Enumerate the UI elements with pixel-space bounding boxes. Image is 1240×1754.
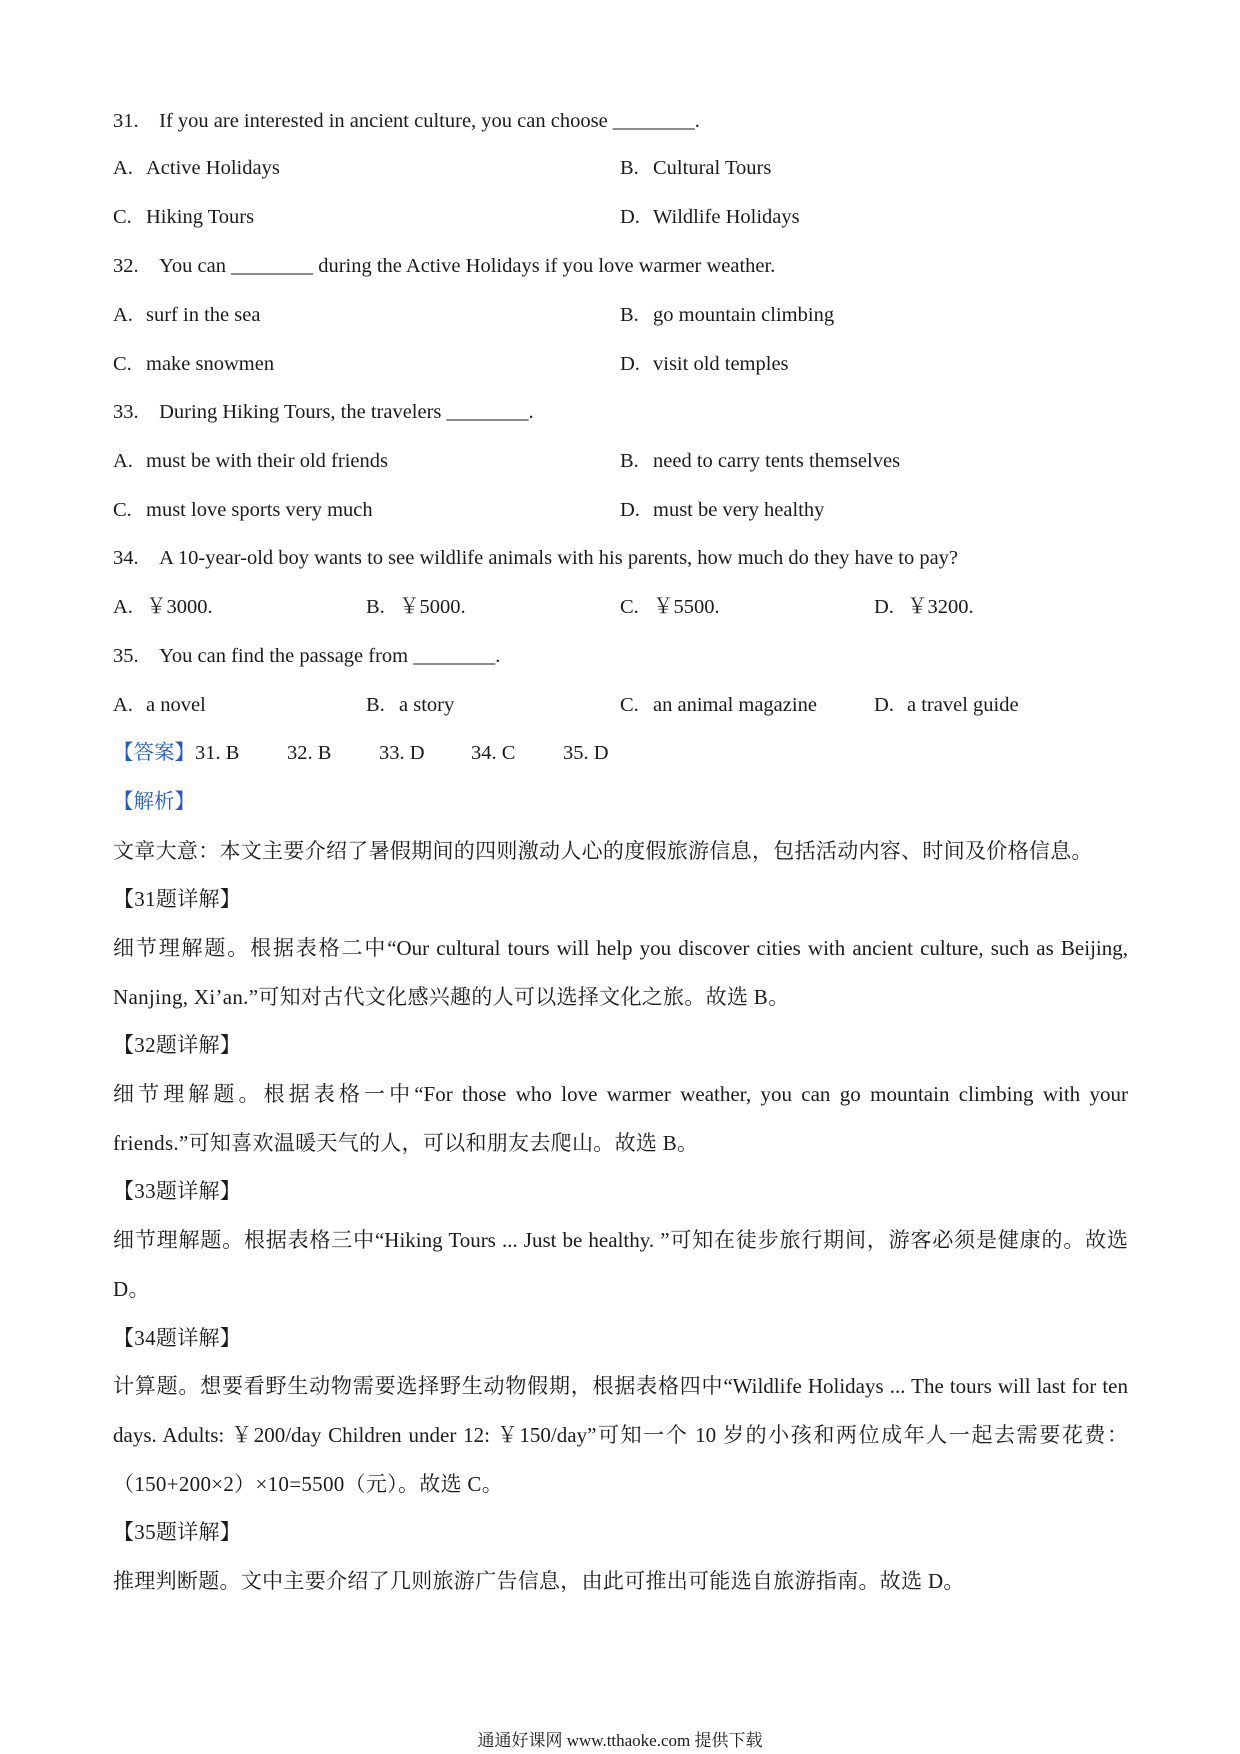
answer-item: 33. D	[379, 742, 425, 764]
q31-option-b: B. Cultural Tours	[620, 157, 772, 179]
q32-option-a: A. surf in the sea	[113, 304, 261, 326]
q35-option-b: B. a story	[366, 694, 455, 716]
answer-item: 35. D	[563, 742, 609, 764]
q31-option-a: A. Active Holidays	[113, 157, 280, 179]
q31-option-c: C. Hiking Tours	[113, 206, 255, 228]
question-32-stem: 32. You can ________ during the Active Holidays if you love warmer weather.	[113, 255, 776, 277]
detail-32-title: 【32题详解】	[113, 1033, 242, 1057]
q35-option-c: C. an animal magazine	[620, 694, 817, 716]
q34-option-a: A. ￥3000.	[113, 596, 213, 618]
answer-item: 34. C	[471, 742, 516, 764]
detail-34-line-3: （150+200×2）×10=5500（元）。故选 C。	[113, 1472, 504, 1496]
q31-option-d: D. Wildlife Holidays	[620, 206, 800, 228]
question-31-stem: 31. If you are interested in ancient culture, you can choose ________.	[113, 110, 700, 132]
q33-option-d: D. must be very healthy	[620, 499, 825, 521]
question-35-stem: 35. You can find the passage from ________.	[113, 645, 501, 667]
answer-tag: 【答案】	[113, 742, 195, 764]
detail-35-line-1: 推理判断题。文中主要介绍了几则旅游广告信息，由此可推出可能选自旅游指南。故选 D。	[113, 1569, 965, 1593]
detail-33-line-1: 细节理解题。根据表格三中“Hiking Tours ... Just be healthy. ”可知在徒步旅行期间，游客必须是健康的。故选	[113, 1228, 1128, 1252]
analysis-tag: 【解析】	[113, 791, 195, 813]
answer-item: 31. B	[195, 742, 240, 764]
detail-32-line-1: 细节理解题。根据表格一中“For those who love warmer weather, you can go mountain climbing with your	[113, 1082, 1128, 1106]
detail-33-title: 【33题详解】	[113, 1179, 242, 1203]
detail-33-line-2: D。	[113, 1277, 150, 1301]
detail-31-line-2: Nanjing, Xi’an.”可知对古代文化感兴趣的人可以选择文化之旅。故选 B。	[113, 985, 790, 1009]
q34-option-d: D. ￥3200.	[874, 596, 974, 618]
q33-option-b: B. need to carry tents themselves	[620, 450, 901, 472]
answer-line	[113, 740, 609, 766]
q34-option-c: C. ￥5500.	[620, 596, 720, 618]
q33-option-c: C. must love sports very much	[113, 499, 373, 521]
detail-31-line-1: 细节理解题。根据表格二中“Our cultural tours will help you discover cities with ancient culture, such as Beijing,	[113, 936, 1128, 960]
detail-34-title: 【34题详解】	[113, 1326, 242, 1350]
q32-option-d: D. visit old temples	[620, 353, 789, 375]
detail-35-title: 【35题详解】	[113, 1520, 242, 1544]
answer-item: 32. B	[287, 742, 332, 764]
q32-option-c: C. make snowmen	[113, 353, 275, 375]
q34-option-b: B. ￥5000.	[366, 596, 466, 618]
detail-31-title: 【31题详解】	[113, 887, 242, 911]
q35-option-d: D. a travel guide	[874, 694, 1019, 716]
question-33-stem: 33. During Hiking Tours, the travelers ________.	[113, 401, 534, 423]
q35-option-a: A. a novel	[113, 694, 206, 716]
page-footer: 通通好课网 www.tthaoke.com 提供下载	[477, 1731, 763, 1750]
summary-text: 文章大意：本文主要介绍了暑假期间的四则激动人心的度假旅游信息，包括活动内容、时间及价格信息。	[113, 839, 1093, 863]
question-34-stem: 34. A 10-year-old boy wants to see wildlife animals with his parents, how much do they have to pay?	[113, 547, 959, 569]
q32-option-b: B. go mountain climbing	[620, 304, 835, 326]
q33-option-a: A. must be with their old friends	[113, 450, 388, 472]
detail-32-line-2: friends.”可知喜欢温暖天气的人，可以和朋友去爬山。故选 B。	[113, 1131, 699, 1155]
detail-34-line-1: 计算题。想要看野生动物需要选择野生动物假期，根据表格四中“Wildlife Holidays ... The tours will last for ten	[113, 1374, 1128, 1398]
detail-34-line-2: days. Adults: ￥200/day Children under 12: ￥150/day”可知一个 10 岁的小孩和两位成年人一起去需要花费：	[113, 1423, 1128, 1447]
